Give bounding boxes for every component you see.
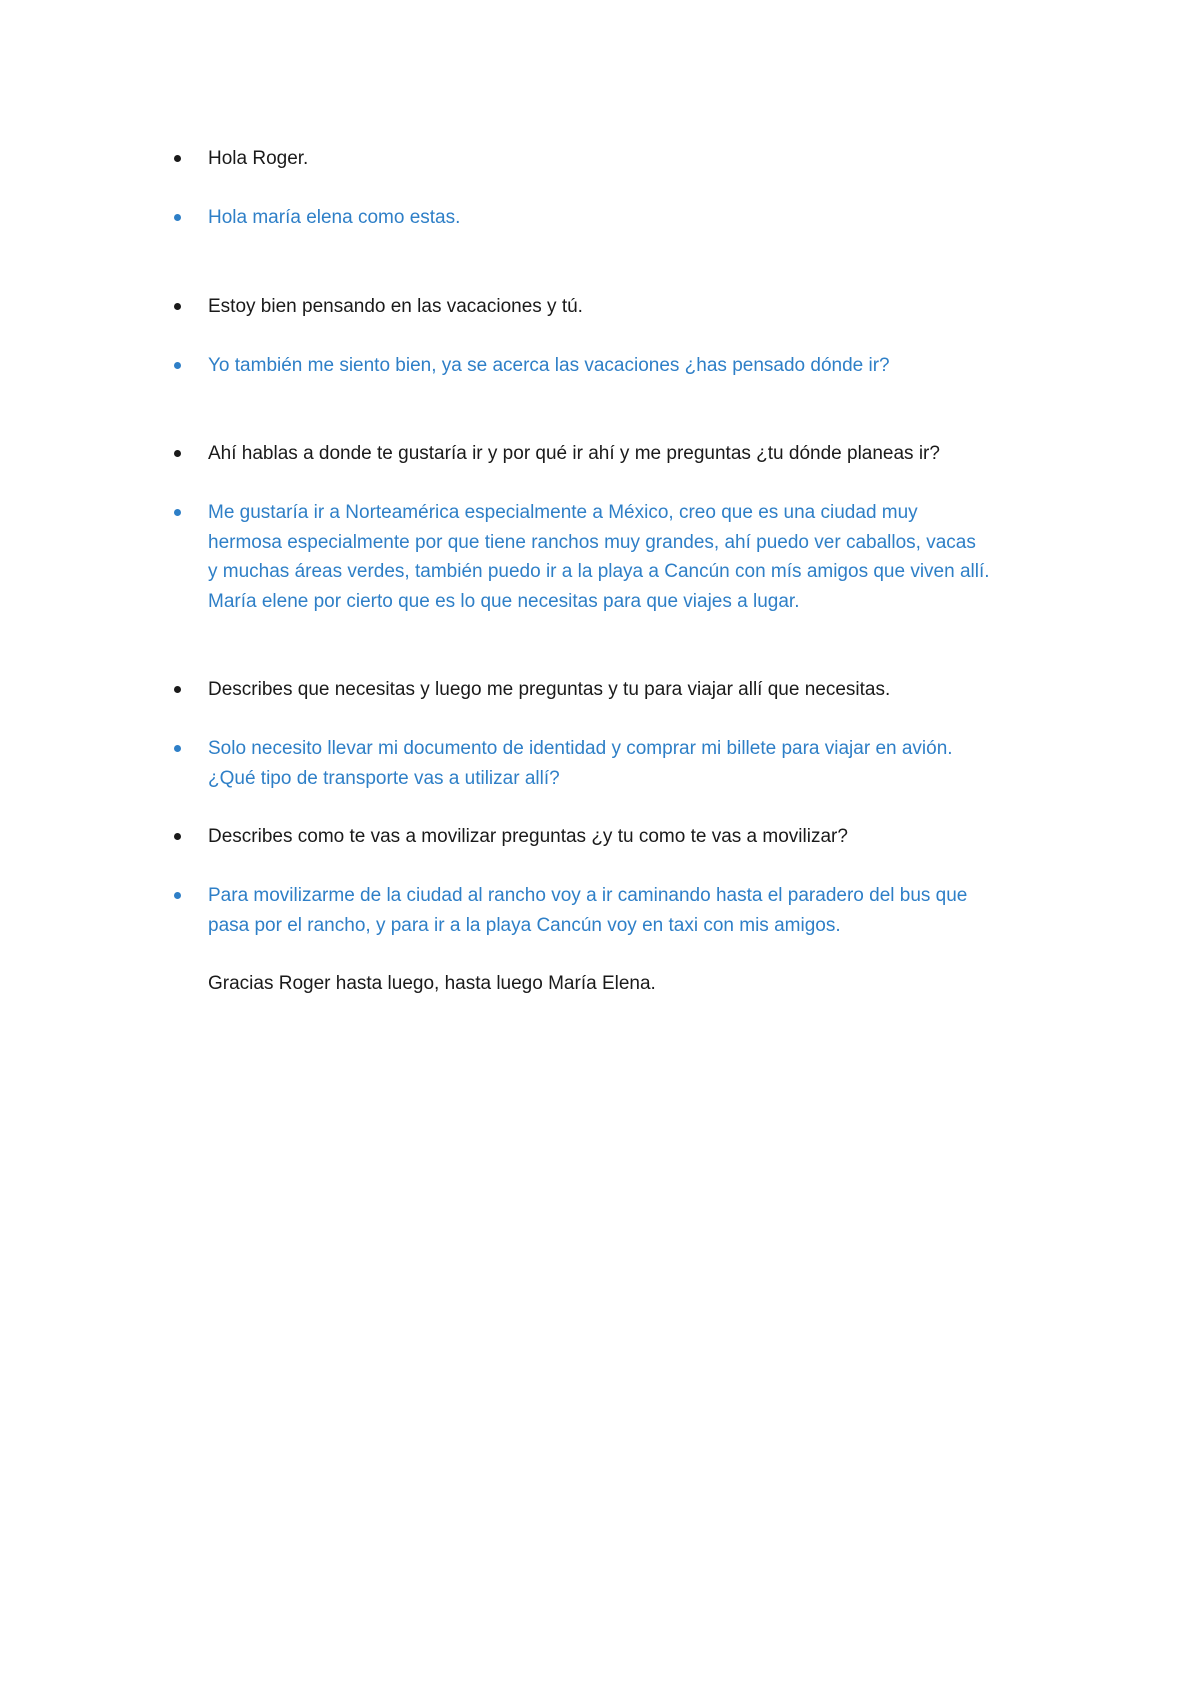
bullet-icon: [174, 833, 181, 840]
bullet-icon: [174, 686, 181, 693]
bullet-icon: [174, 155, 181, 162]
bullet-icon: [174, 303, 181, 310]
dialogue-line: Estoy bien pensando en las vacaciones y tú.: [208, 296, 583, 317]
dialogue-line: Ahí hablas a donde te gustaría ir y por qué ir ahí y me preguntas ¿tu dónde planeas ir?: [208, 443, 940, 464]
dialogue-line: Hola Roger.: [208, 148, 309, 169]
dialogue-line: Para movilizarme de la ciudad al rancho voy a ir caminando hasta el paradero del bus que: [208, 885, 968, 906]
dialogue-line: Me gustaría ir a Norteamérica especialmente a México, creo que es una ciudad muy: [208, 502, 918, 523]
dialogue-line: y muchas áreas verdes, también puedo ir a la playa a Cancún con mís amigos que viven allí.: [208, 561, 990, 582]
bullet-icon: [174, 509, 181, 516]
dialogue-item-6: [208, 498, 1048, 616]
bullet-icon: [174, 450, 181, 457]
bullet-icon: [174, 362, 181, 369]
dialogue-line: Hola maría elena como estas.: [208, 207, 461, 228]
dialogue-item-1: [208, 144, 1048, 174]
dialogue-line: ¿Qué tipo de transporte vas a utilizar allí?: [208, 767, 560, 789]
dialogue-item-9: [208, 822, 1048, 852]
bullet-icon: [174, 892, 181, 899]
dialogue-line: hermosa especialmente por que tiene ranchos muy grandes, ahí puedo ver caballos, vacas: [208, 531, 976, 553]
closing-line: [208, 969, 1048, 999]
dialogue-line: pasa por el rancho, y para ir a la playa Cancún voy en taxi con mis amigos.: [208, 914, 841, 936]
dialogue-item-7: [208, 675, 1048, 705]
dialogue-line: Describes que necesitas y luego me preguntas y tu para viajar allí que necesitas.: [208, 679, 891, 700]
dialogue-item-2: [208, 203, 1048, 233]
dialogue-item-4: [208, 351, 1048, 381]
dialogue-item-8: [208, 734, 1048, 793]
dialogue-item-3: [208, 292, 1048, 322]
dialogue-line: Solo necesito llevar mi documento de identidad y comprar mi billete para viajar en avión.: [208, 738, 953, 759]
dialogue-item-5: [208, 439, 1048, 469]
dialogue-item-10: [208, 881, 1048, 940]
dialogue-line: Yo también me siento bien, ya se acerca las vacaciones ¿has pensado dónde ir?: [208, 355, 890, 376]
bullet-icon: [174, 745, 181, 752]
bullet-icon: [174, 214, 181, 221]
dialogue-line: María elene por cierto que es lo que necesitas para que viajes a lugar.: [208, 590, 800, 612]
dialogue-line: Describes como te vas a movilizar preguntas ¿y tu como te vas a movilizar?: [208, 826, 848, 847]
closing-text: Gracias Roger hasta luego, hasta luego María Elena.: [208, 973, 656, 994]
